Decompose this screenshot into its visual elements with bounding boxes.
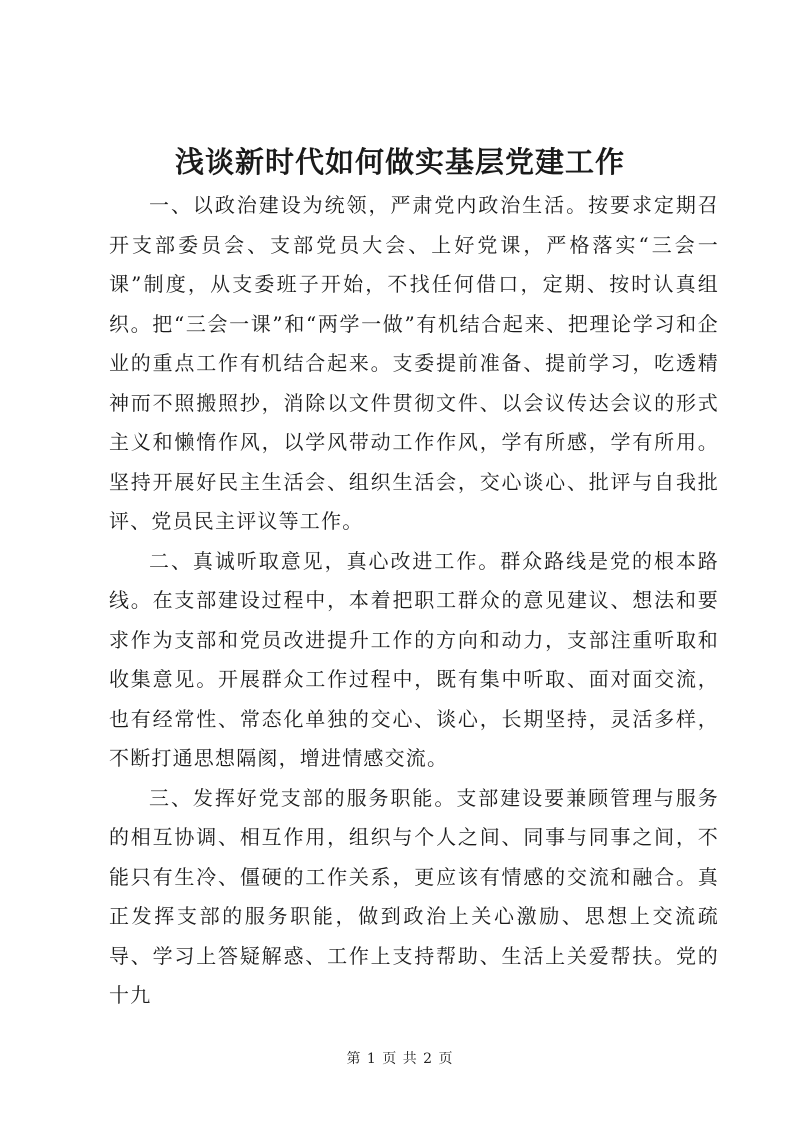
paragraph-1: 一、以政治建设为统领，严肃党内政治生活。按要求定期召开支部委员会、支部党员大会、上好党课，严格落实“三会一课”制度，从支委班子开始，不找任何借口，定期、按时认真组织。把“三会一课”和“两学一做”有机结合起来、把理论学习和企业的重点工作有机结合起来。支委提前准备、提前学习，吃透精神而不照搬照抄，消除以文件贯彻文件、以会议传达会议的形式主义和懒惰作风，以学风带动工作作风，学有所感，学有所用。坚持开展好民主生活会、组织生活会，交心谈心、批评与自我批评、党员民主评议等工作。 — [109, 193, 719, 533]
paragraph-3: 三、发挥好党支部的服务职能。支部建设要兼顾管理与服务的相互协调、相互作用，组织与个人之间、同事与同事之间，不能只有生冷、僵硬的工作关系，更应该有情感的交流和融合。真正发挥支部的服务职能，做到政治上关心激励、思想上交流疏导、学习上答疑解惑、工作上支持帮助、生活上关爱帮扶。党的十九 — [109, 785, 719, 1007]
page-footer: 第 1 页 共 2 页 — [346, 1051, 454, 1067]
document-title: 浅谈新时代如何做实基层党建工作 — [174, 145, 625, 179]
document-body — [109, 186, 719, 1016]
paragraph-2: 二、真诚听取意见，真心改进工作。群众路线是党的根本路线。在支部建设过程中，本着把职工群众的意见建议、想法和要求作为支部和党员改进提升工作的方向和动力，支部注重听取和收集意见。开展群众工作过程中，既有集中听取、面对面交流，也有经常性、常态化单独的交心、谈心，长期坚持，灵活多样，不断打通思想隔阂，增进情感交流。 — [109, 548, 719, 770]
